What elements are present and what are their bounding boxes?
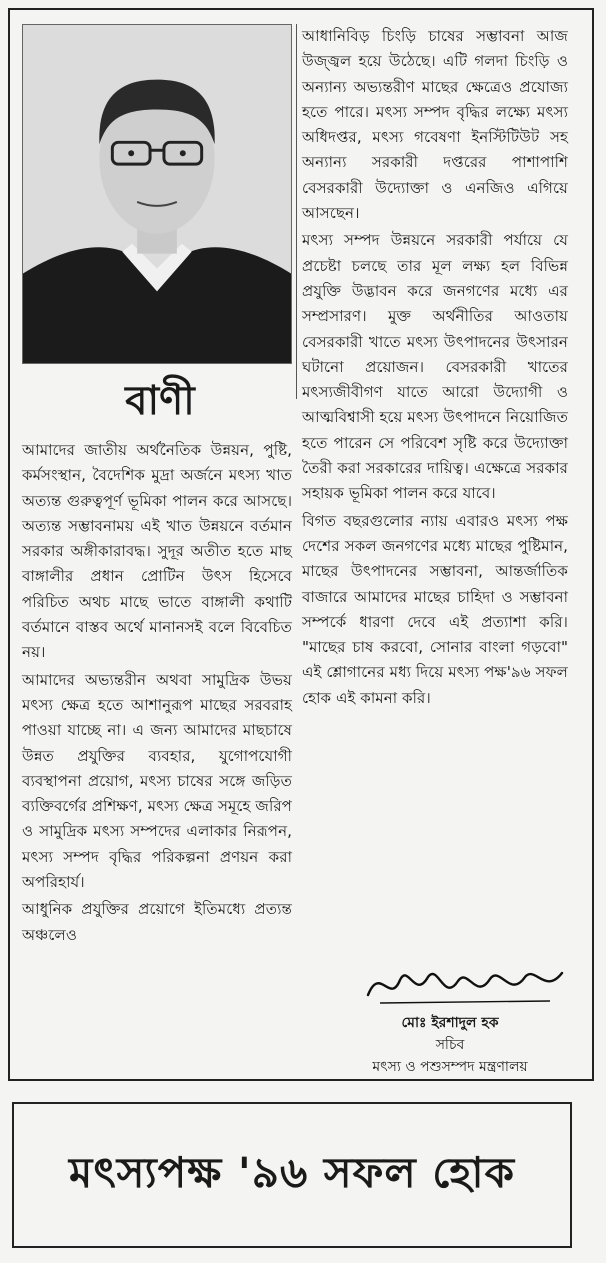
paragraph: আমাদের জাতীয় অর্থনৈতিক উন্নয়ন, পুষ্টি, কর্মসংস্থান, বৈদেশিক মুদ্রা অর্জনে মৎস্য খাত অত্যন্ত গুরুত্বপূর্ণ ভূমিকা পালন করে আসছে। অত্যন্ত সম্ভাবনাময় এই খাত উন্নয়নে বর্তমান সরকার অঙ্গীকারাবদ্ধ। সুদূর অতীত হতে মাছ বাঙ্গালীর প্রধান প্রোটিন উৎস হিসেবে পরিচিত অথচ মাছে ভাতে বাঙ্গালী কথাটি বর্তমানে বাস্তব অর্থে মানানসই বলে বিবেচিত নয়। (22, 441, 292, 662)
slogan-text: মৎস্যপক্ষ '৯৬ সফল হোক (69, 1147, 515, 1197)
left-column (22, 438, 292, 948)
paragraph: আধানিবিড় চিংড়ি চাষের সম্ভাবনা আজ উজ্জ্বল হয়ে উঠেছে। এটি গলদা চিংড়ি ও অন্যান্য অভ্যন্তরীণ মাছের ক্ষেত্রেও প্রযোজ্য হতে পারে। মৎস্য সম্পদ বৃদ্ধির লক্ষ্যে মৎস্য অধিদপ্তর, মৎস্য গবেষণা ইনস্টিটিউট সহ অন্যান্য সরকারী দপ্তরের পাশাপাশি বেসরকারী উদ্যোক্তা ও এনজিও এগিয়ে আসছেন। (302, 27, 568, 223)
paragraph: মৎস্য সম্পদ উন্নয়নে সরকারী পর্যায়ে যে প্রচেষ্টা চলছে তার মূল লক্ষ্য হল বিভিন্ন প্রযুক্তি উদ্ভাবন করে জনগণের মধ্যে এর সম্প্রসারণ। মুক্ত অর্থনীতির আওতায় বেসরকারী খাতে মৎস্য উৎপাদনের উৎসারন ঘটানো প্রয়োজন। বেসরকারী খাতের মৎস্যজীবীগণ যাতে আরো উদ্যোগী ও আত্মবিশ্বাসী হয়ে মৎস্য উৎপাদনে নিয়োজিত হতে পারেন সে পরিবেশ সৃষ্টি করে উদ্যোক্তা তৈরী করা সরকারের দায়িত্ব। এক্ষেত্রে সরকার সহায়ক ভূমিকা পালন করে যাবে। (302, 231, 568, 503)
column-divider (296, 24, 297, 399)
right-column (302, 24, 568, 711)
signatory-block (330, 1012, 570, 1078)
slogan-banner (12, 1102, 572, 1248)
signatory-name: মোঃ ইরশাদুল হক (401, 1015, 499, 1031)
paragraph: আধুনিক প্রযুক্তির প্রয়োগে ইতিমধ্যে প্রত্যন্ত অঞ্চলেও (22, 900, 292, 944)
paragraph: আমাদের অভ্যন্তরীন অথবা সামুদ্রিক উভয় মৎস্য ক্ষেত্র হতে আশানুরূপ মাছের সরবরাহ পাওয়া যাচ্ছে না। এ জন্য আমাদের মাছচাষে উন্নত প্রযুক্তির ব্যবহার, যুগোপযোগী ব্যবস্থাপনা প্রয়োগ, মৎস্য চাষের সঙ্গে জড়িত ব্যক্তিবর্গের প্রশিক্ষণ, মৎস্য ক্ষেত্র সমূহে জরিপ ও সামুদ্রিক মৎস্য সম্পদের এলাকার নিরূপন, মৎস্য সম্পদ বৃদ্ধির পরিকল্পনা প্রণয়ন করা অপরিহার্য। (22, 670, 292, 892)
paragraph: বিগত বছরগুলোর ন্যায় এবারও মৎস্য পক্ষ দেশের সকল জনগণের মধ্যে মাছের পুষ্টিমান, মাছের উৎপাদনের সম্ভাবনা, আন্তর্জাতিক বাজারে আমাদের মাছের চাহিদা ও সম্ভাবনা সম্পর্কে ধারণা দেবে এই প্রত্যাশা করি। "মাছের চাষ করবো, সোনার বাংলা গড়বো" এই শ্লোগানের মধ্য দিয়ে মৎস্য পক্ষ'৯৬ সফল হোক এই কামনা করি। (302, 511, 568, 707)
message-heading: বাণী (125, 378, 195, 424)
portrait-photo (22, 24, 292, 364)
signatory-ministry: মৎস্য ও পশুসম্পদ মন্ত্রণালয় (372, 1059, 528, 1075)
signatory-designation: সচিব (435, 1037, 465, 1053)
handwritten-signature (360, 955, 570, 1015)
